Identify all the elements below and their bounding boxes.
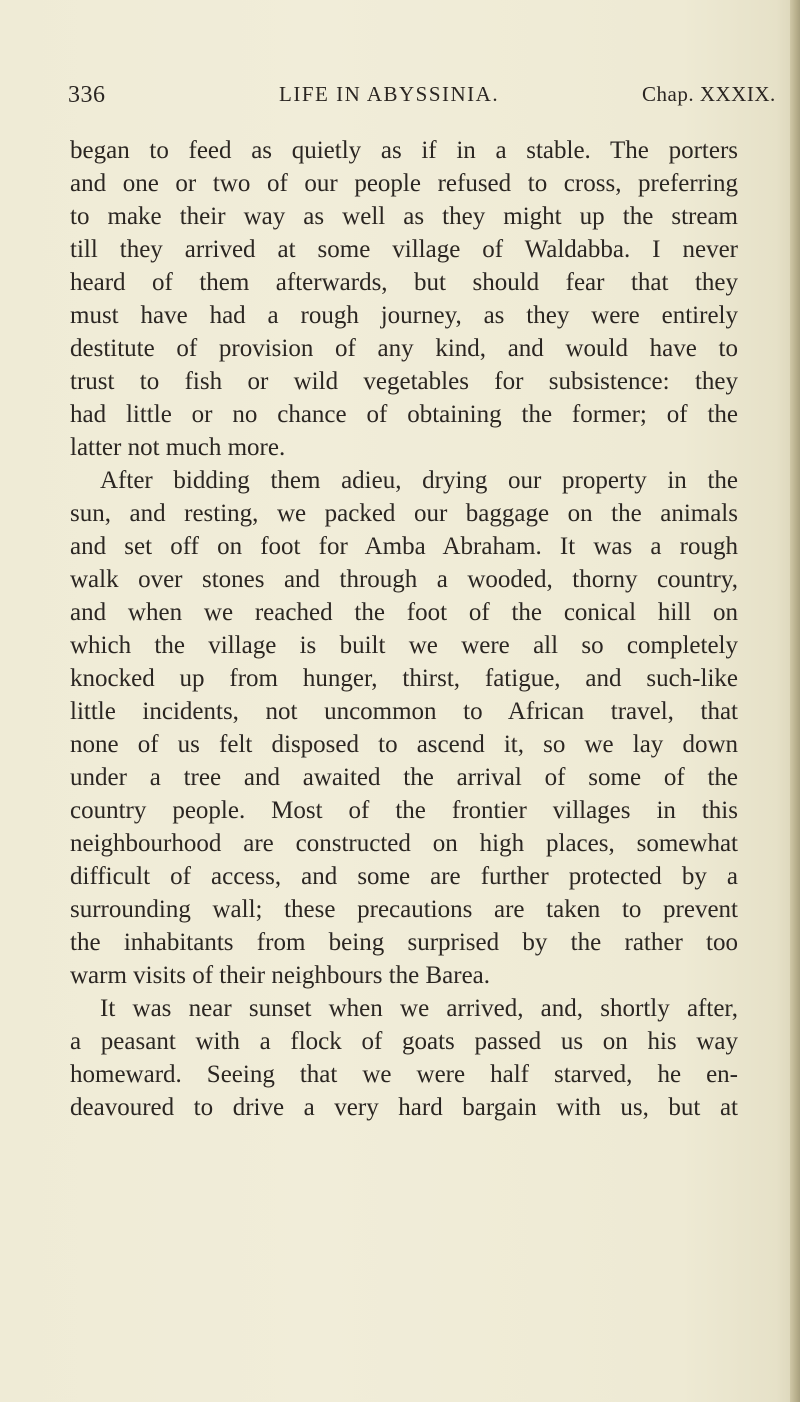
text-line: difficult of access, and some are further protected by a [70,863,738,890]
text-line: had little or no chance of obtaining the former; of the [70,401,738,428]
text-line: a peasant with a flock of goats passed us on his way [70,1028,738,1055]
text-line: neighbourhood are constructed on high places, somewhat [70,830,738,857]
page-edge [790,0,800,1402]
text-line: and when we reached the foot of the conical hill on [70,599,738,626]
text-line: to make their way as well as they might up the stream [70,203,738,230]
text-line: heard of them afterwards, but should fear that they [70,269,738,296]
text-line: must have had a rough journey, as they were entirely [70,302,738,329]
text-line: It was near sunset when we arrived, and, shortly after, [100,995,738,1022]
text-line: which the village is built we were all so completely [70,632,738,659]
page-number: 336 [68,82,106,108]
text-line: surrounding wall; these precautions are taken to prevent [70,896,738,923]
text-line: and set off on foot for Amba Abraham. It was a rough [70,533,738,560]
page-header [68,82,788,122]
text-line: knocked up from hunger, thirst, fatigue, and such-like [70,665,738,692]
text-line: and one or two of our people refused to cross, preferring [70,170,738,197]
text-line: the inhabitants from being surprised by the rather too [70,929,738,956]
text-line: destitute of provision of any kind, and would have to [70,335,738,362]
text-line: After bidding them adieu, drying our property in the [100,467,738,494]
text-line: none of us felt disposed to ascend it, so we lay down [70,731,738,758]
text-line: began to feed as quietly as if in a stable. The porters [70,137,738,164]
text-line: till they arrived at some village of Waldabba. I never [70,236,738,263]
text-line: warm visits of their neighbours the Barea. [70,962,491,989]
running-head: LIFE IN ABYSSINIA. [279,82,500,106]
text-line: country people. Most of the frontier villages in this [70,797,738,824]
text-line: deavoured to drive a very hard bargain with us, but at [70,1094,738,1121]
chapter-mark: Chap. XXXIX. [642,82,776,106]
text-line: under a tree and awaited the arrival of some of the [70,764,738,791]
text-line: sun, and resting, we packed our baggage on the animals [70,500,738,527]
text-line: latter not much more. [70,434,286,461]
text-line: trust to fish or wild vegetables for subsistence: they [70,368,738,395]
text-line: walk over stones and through a wooded, thorny country, [70,566,738,593]
text-line: little incidents, not uncommon to African travel, that [70,698,738,725]
text-line: homeward. Seeing that we were half starved, he en- [70,1061,738,1088]
